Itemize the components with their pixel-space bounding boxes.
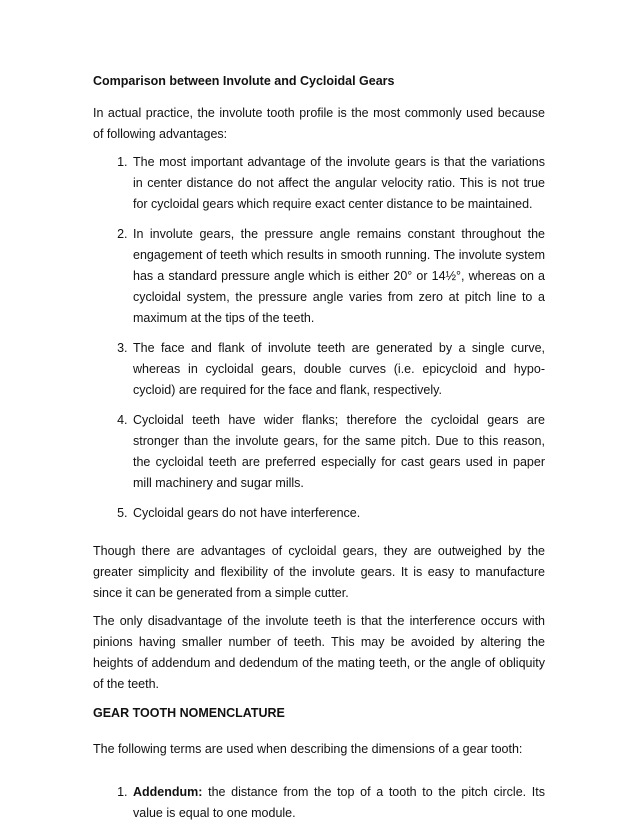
list-item: 2. In involute gears, the pressure angle remains constant throughout the engagement of teeth which results in smooth running. The involute system has a standard pressure angle which is either 20° or 14½°, whereas on a cycloidal system, the pressure angle varies from zero at pitch line to a maximum at the tips of the teeth. [131,224,545,329]
spacer [93,767,545,779]
section-heading-nomenclature: GEAR TOOTH NOMENCLATURE [93,706,285,720]
nomenclature-list [93,782,545,824]
paragraph-simplicity: Though there are advantages of cycloidal gears, they are outweighed by the greater simplicity and flexibility of the involute gears. It is easy to manufacture since it can be generated from a simple cutter. [93,544,545,600]
term-definition: the distance from the top of a tooth to the pitch circle. Its value is equal to one module. [133,785,545,820]
paragraph-disadvantage: The only disadvantage of the involute teeth is that the interference occurs with pinions having smaller number of teeth. This may be avoided by altering the heights of addendum and dedendum of the mating teeth, or the angle of obliquity of the teeth. [93,614,545,691]
nomenclature-intro: The following terms are used when describing the dimensions of a gear tooth: [93,742,523,756]
section-heading-comparison: Comparison between Involute and Cycloidal Gears [93,74,395,88]
list-item [131,782,545,824]
list-item: 4. Cycloidal teeth have wider flanks; therefore the cycloidal gears are stronger than the involute gears, for the same pitch. Due to this reason, the cycloidal teeth are preferred especially for cast gears used in paper mill machinery and sugar mills. [131,410,545,494]
spacer [93,533,545,541]
advantages-list [93,152,545,524]
term-label: Addendum: [133,785,203,799]
list-item: 3. The face and flank of involute teeth are generated by a single curve, whereas in cycloidal gears, double curves (i.e. epicycloid and hypo-cycloid) are required for the face and flank, respectively. [131,338,545,401]
list-item: 1. The most important advantage of the involute gears is that the variations in center distance do not affect the angular velocity ratio. This is not true for cycloidal gears which require exact center distance to be maintained. [131,152,545,215]
list-item: 5. Cycloidal gears do not have interference. [131,503,545,524]
intro-paragraph: In actual practice, the involute tooth profile is the most commonly used because of following advantages: [93,106,545,141]
